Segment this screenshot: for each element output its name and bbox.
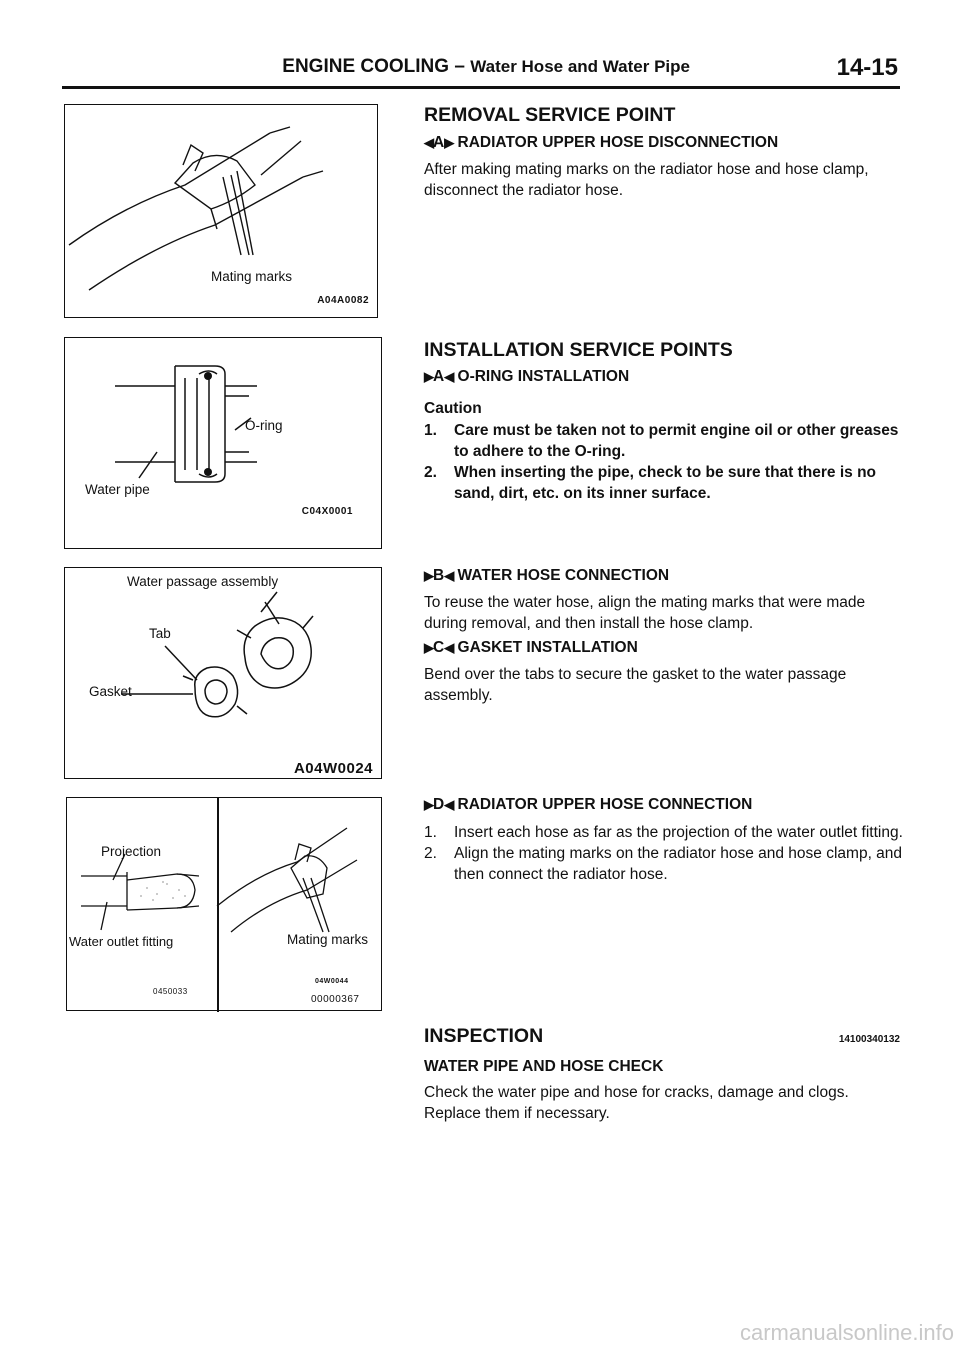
list-number: 1. — [424, 422, 437, 439]
install-d-list — [424, 822, 904, 885]
triangle-left-icon: ◀ — [444, 568, 454, 583]
projection-label: Projection — [101, 844, 162, 859]
list-number: 2. — [424, 845, 437, 862]
install-c-title — [424, 639, 638, 657]
install-b-title — [424, 567, 669, 585]
list-text: When inserting the pipe, check to be sure that there is no sand, dirt, etc. on its inner surface. — [454, 464, 877, 502]
marker-d: D — [433, 796, 445, 813]
figure-mating-marks — [64, 104, 378, 318]
water-outlet-label: Water outlet fitting — [69, 934, 174, 949]
inspection-text: Check the water pipe and hose for cracks, damage and clogs. Replace them if necessary. — [424, 1084, 849, 1122]
figure-code: A04A0082 — [317, 295, 369, 306]
gasket-illustration — [65, 568, 383, 780]
gasket-label: Gasket — [89, 684, 132, 699]
figure-oring — [64, 337, 382, 549]
marker-a: A — [433, 368, 445, 385]
figure-code: A04W0024 — [293, 760, 373, 777]
page-header — [62, 56, 900, 84]
list-text: Care must be taken not to permit engine oil or other greases to adhere to the O-ring. — [454, 422, 899, 460]
inspection-code: 14100340132 — [838, 1034, 900, 1045]
water-pipe-illustration — [65, 338, 383, 550]
page-number: 14-15 — [836, 54, 898, 81]
list-item — [424, 420, 904, 462]
marker-a: A — [433, 134, 445, 151]
header-dash: – — [454, 56, 465, 77]
mating-marks-label: Mating marks — [211, 269, 293, 284]
install-a-title-text: O-RING INSTALLATION — [457, 368, 630, 385]
removal-a-text: After making mating marks on the radiator hose and hose clamp, disconnect the radiator hose. — [424, 161, 869, 199]
header-section: ENGINE COOLING — [282, 56, 450, 77]
removal-a-title-text: RADIATOR UPPER HOSE DISCONNECTION — [457, 134, 779, 151]
water-passage-label: Water passage assembly — [127, 574, 279, 589]
install-b-text: To reuse the water hose, align the mating marks that were made during removal, and then install the hose clamp. — [424, 594, 866, 632]
triangle-right-icon: ▶ — [444, 135, 454, 150]
caution-list — [424, 420, 904, 504]
figure-hose-connection — [66, 797, 382, 1011]
list-item — [424, 462, 904, 504]
header-rule — [62, 86, 900, 89]
list-text: Insert each hose as far as the projection of the water outlet fitting. — [454, 824, 903, 841]
list-item — [424, 822, 904, 843]
figure-code-left: 0450033 — [153, 987, 188, 996]
install-d-title — [424, 796, 752, 814]
triangle-right-icon: ▶ — [424, 568, 433, 583]
list-number: 2. — [424, 464, 437, 481]
list-text: Align the mating marks on the radiator hose and hose clamp, and then connect the radiator hose. — [454, 845, 903, 883]
marker-c: C — [433, 639, 445, 656]
figure-gasket — [64, 567, 382, 779]
list-item — [424, 843, 904, 885]
triangle-left-icon: ◀ — [444, 369, 454, 384]
mating-marks-label: Mating marks — [287, 932, 369, 947]
triangle-right-icon: ▶ — [424, 797, 433, 812]
triangle-left-icon: ◀ — [424, 135, 433, 150]
install-a-title — [424, 368, 629, 386]
triangle-right-icon: ▶ — [424, 369, 433, 384]
triangle-left-icon: ◀ — [444, 797, 454, 812]
watermark: carmanualsonline.info — [739, 1320, 954, 1345]
figure-code-right-top: 04W0044 — [315, 978, 349, 985]
marker-b: B — [433, 567, 445, 584]
install-c-text: Bend over the tabs to secure the gasket to the water passage assembly. — [424, 666, 847, 704]
hose-clamp-illustration — [65, 105, 379, 319]
triangle-left-icon: ◀ — [444, 640, 454, 655]
oring-label: O-ring — [245, 418, 283, 433]
installation-title: INSTALLATION SERVICE POINTS — [424, 339, 733, 361]
install-c-title-text: GASKET INSTALLATION — [457, 639, 638, 656]
removal-a-title — [424, 134, 778, 152]
removal-title: REMOVAL SERVICE POINT — [424, 104, 676, 126]
inspection-title: INSPECTION — [424, 1025, 544, 1047]
water-pipe-label: Water pipe — [85, 482, 150, 497]
install-d-title-text: RADIATOR UPPER HOSE CONNECTION — [457, 796, 753, 813]
tab-label: Tab — [149, 626, 171, 641]
figure-code-right: 00000367 — [311, 994, 360, 1005]
figure-code: C04X0001 — [301, 506, 353, 517]
list-number: 1. — [424, 824, 437, 841]
inspection-subtitle: WATER PIPE AND HOSE CHECK — [424, 1058, 664, 1075]
header-subtitle: Water Hose and Water Pipe — [470, 57, 690, 76]
install-b-title-text: WATER HOSE CONNECTION — [457, 567, 670, 584]
caution-label: Caution — [424, 400, 482, 417]
triangle-right-icon: ▶ — [424, 640, 433, 655]
header-title — [282, 56, 690, 78]
